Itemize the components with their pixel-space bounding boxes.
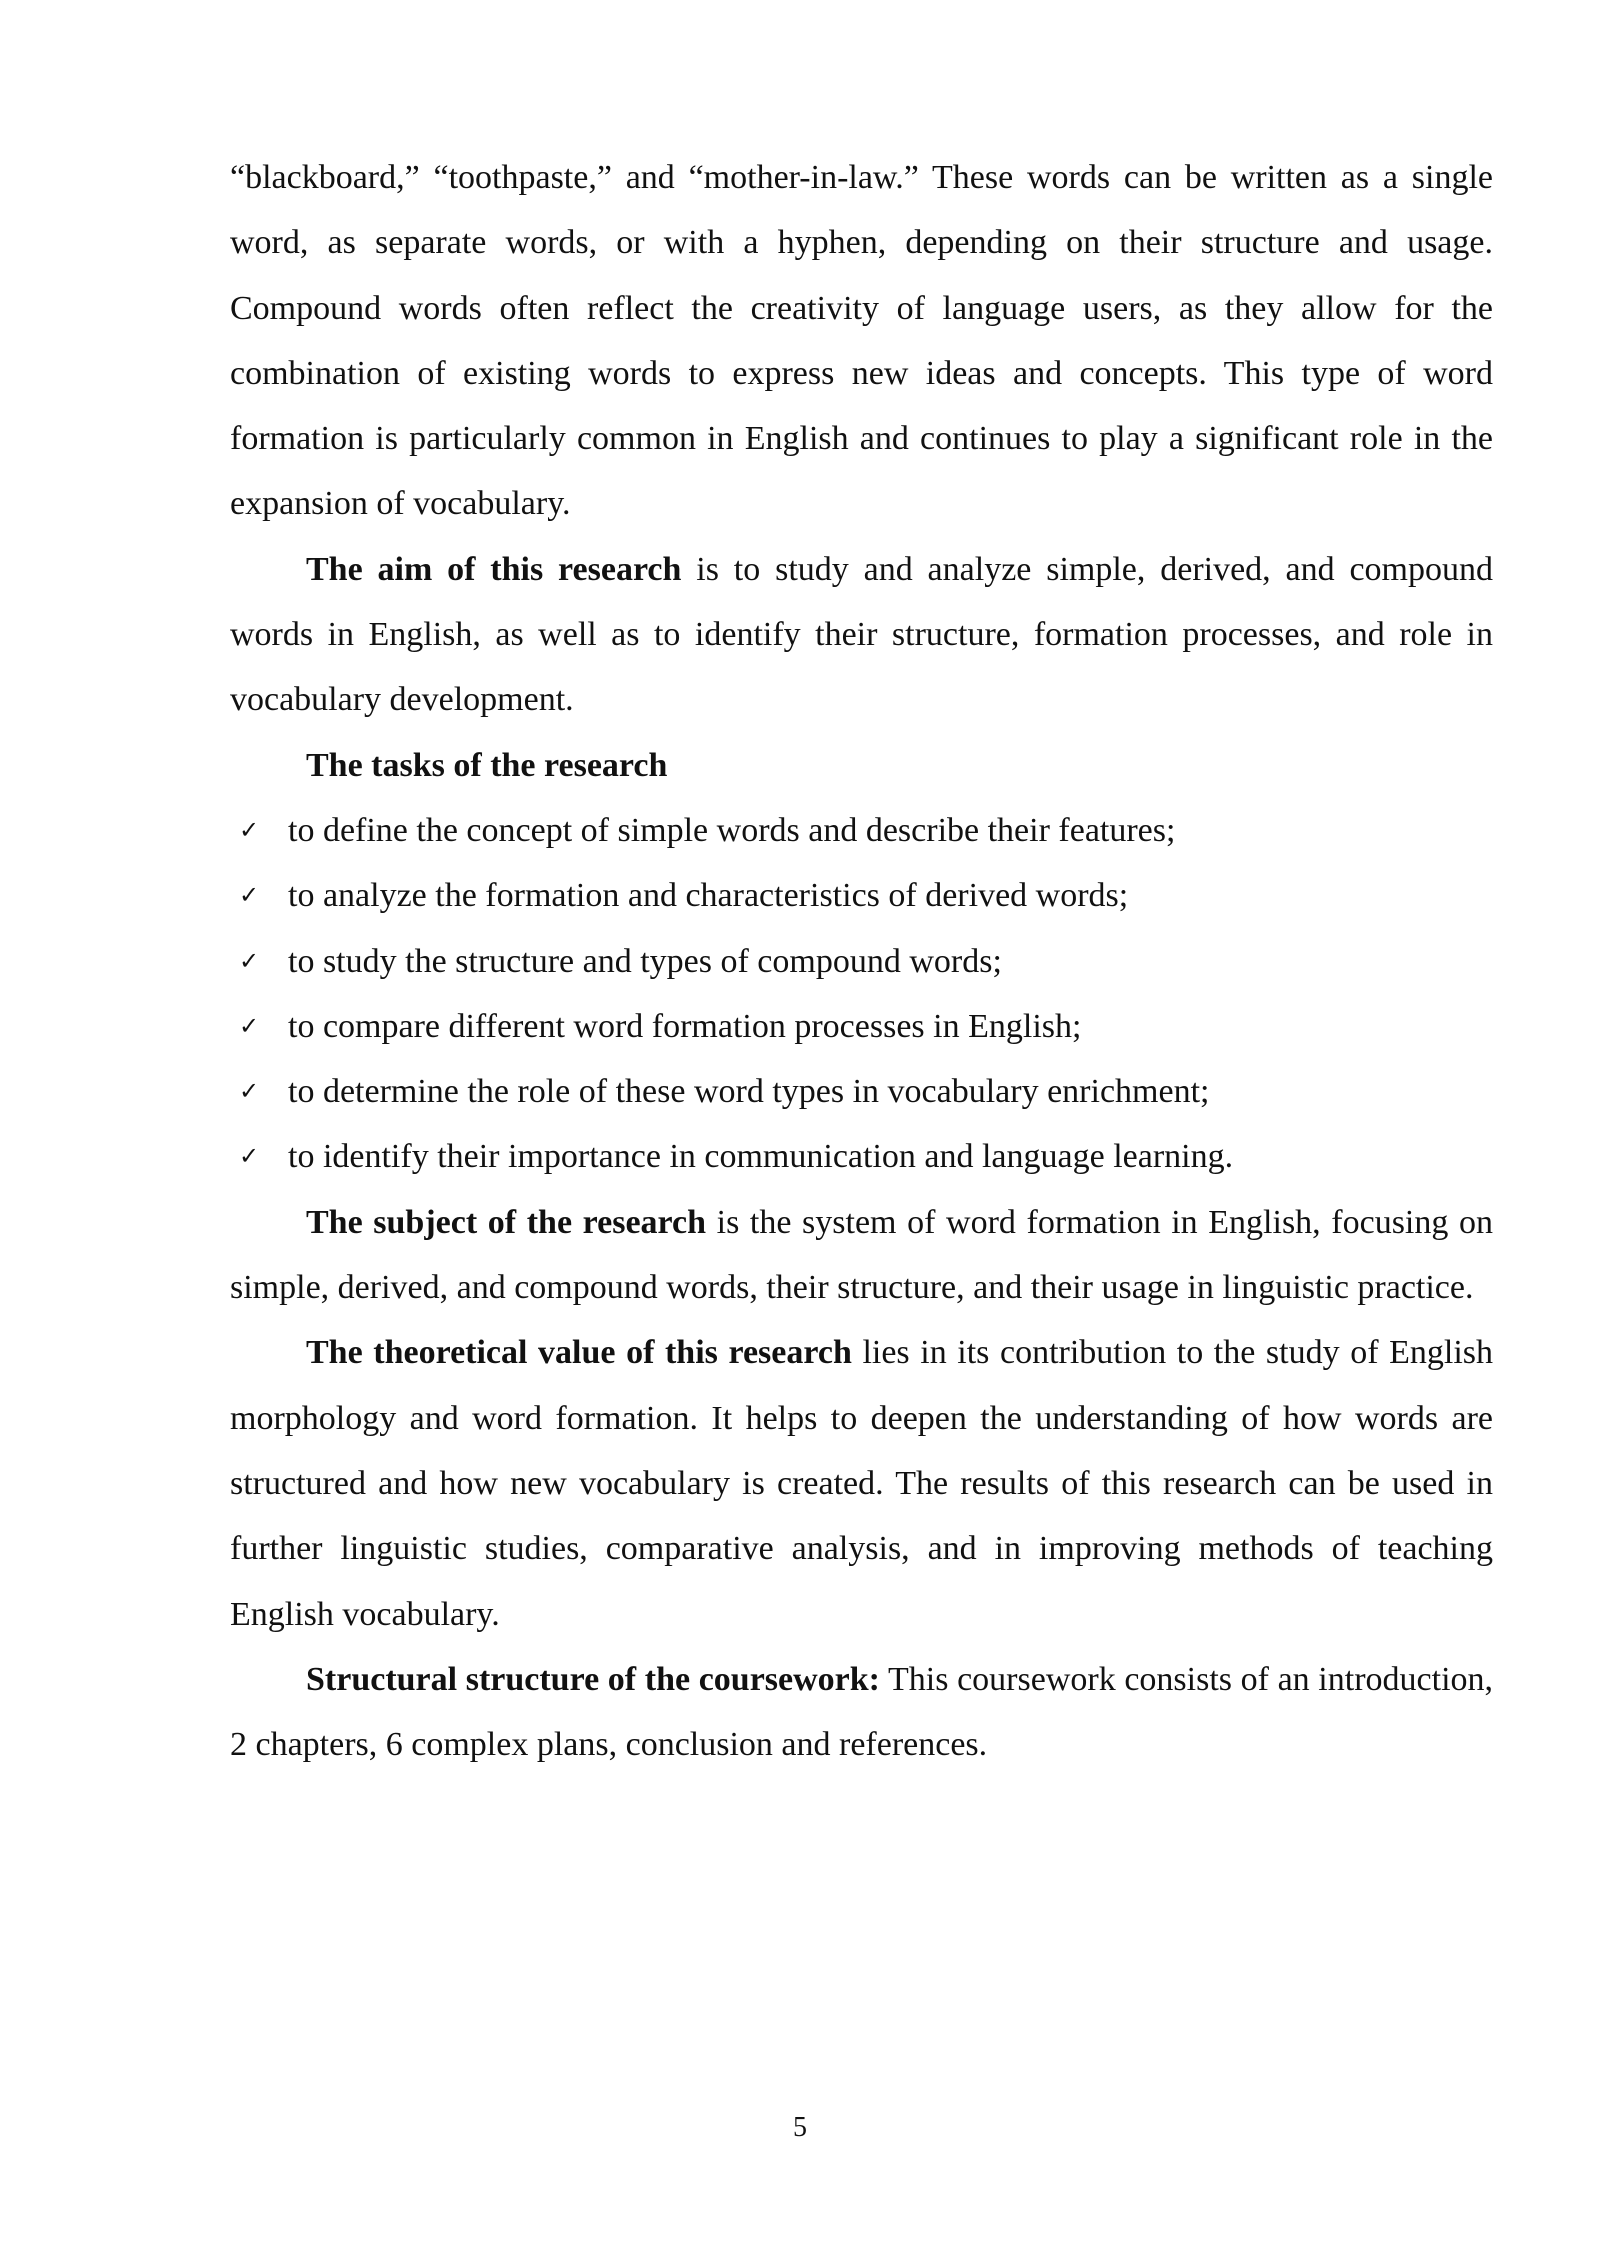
compound-words-paragraph: “blackboard,” “toothpaste,” and “mother-in-law.” These words can be written as a single word, as separate words, or with a hyphen, depending on their structure and usage. Compound words often reflect the creativity of language users, as they allow for the combination of existing words to express new ideas and concepts. This type of word formation is particularly common in English and continues to play a significant role in the expansion of vocabulary. [230,159,1493,523]
checkmark-icon: ✓ [239,815,260,844]
aim-paragraph [230,537,1493,733]
task-text: to analyze the formation and characteristics of derived words; [288,877,1129,915]
list-item [230,929,1493,994]
task-text: to define the concept of simple words and describe their features; [288,811,1176,849]
task-text: to determine the role of these word types in vocabulary enrichment; [288,1073,1210,1111]
subject-text: is the system of word formation in English, focusing on simple, derived, and compound words, their structure, and their usage in linguistic practice. [230,1203,1493,1307]
list-item [230,1124,1493,1189]
document-page [230,145,1493,1777]
list-item [230,798,1493,863]
list-item [230,1059,1493,1124]
tasks-heading: The tasks of the research [306,746,668,784]
theoretical-value-text: lies in its contribution to the study of English morphology and word formation. It helps to deepen the understanding of how words are structured and how new vocabulary is created. The results of this research can be used in further linguistic studies, comparative analysis, and in improving methods of teaching English vocabulary. [230,1334,1494,1633]
list-item [230,863,1493,928]
subject-paragraph [230,1190,1493,1321]
coursework-structure-text: This coursework consists of an introduction, 2 chapters, 6 complex plans, conclusion and references. [230,1660,1494,1764]
page-number: 5 [793,2112,807,2143]
task-text: to study the structure and types of compound words; [288,942,1002,980]
aim-text: is to study and analyze simple, derived, and compound words in English, as well as to identify their structure, formation processes, and role in vocabulary development. [230,550,1493,719]
task-text: to identify their importance in communication and language learning. [288,1138,1234,1176]
checkmark-icon: ✓ [239,1142,260,1171]
list-item [230,994,1493,1059]
checkmark-icon: ✓ [239,881,260,910]
coursework-structure-lead: Structural structure of the coursework: [306,1660,880,1698]
checkmark-icon: ✓ [239,946,260,975]
subject-lead: The subject of the research [306,1203,707,1241]
task-text: to compare different word formation processes in English; [288,1007,1082,1045]
tasks-list [230,798,1493,1190]
theoretical-value-paragraph [230,1320,1493,1646]
coursework-structure-paragraph [230,1647,1493,1778]
checkmark-icon: ✓ [239,1011,260,1040]
checkmark-icon: ✓ [239,1077,260,1106]
aim-lead: The aim of this research [306,550,682,588]
theoretical-value-lead: The theoretical value of this research [306,1334,852,1372]
